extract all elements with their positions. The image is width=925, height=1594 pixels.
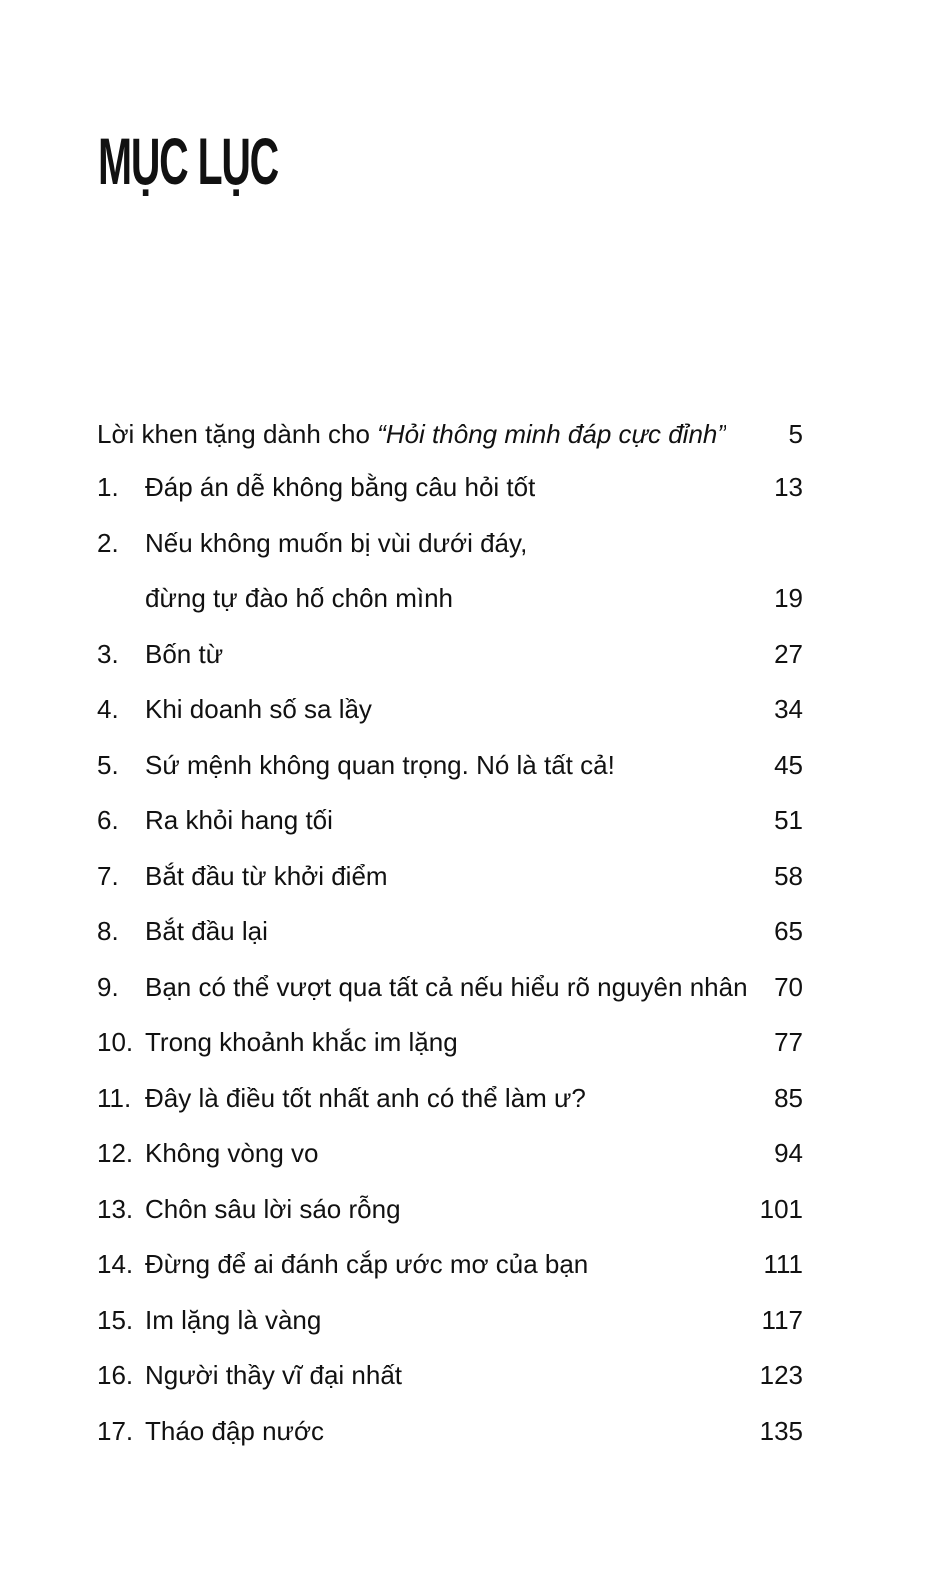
toc-row[interactable] xyxy=(97,1015,803,1071)
table-of-contents xyxy=(97,408,803,1459)
toc-page-number: 65 xyxy=(774,916,803,946)
toc-chapter-number: 6. xyxy=(97,805,119,835)
toc-chapter-title: Nếu không muốn bị vùi dưới đáy, xyxy=(145,527,528,558)
toc-row[interactable] xyxy=(97,1348,803,1404)
toc-chapter-title: Sứ mệnh không quan trọng. Nó là tất cả! xyxy=(145,749,615,780)
toc-chapter-number: 7. xyxy=(97,860,119,891)
toc-row[interactable] xyxy=(97,516,803,572)
toc-page-number: 135 xyxy=(759,1415,803,1446)
toc-chapter-title-continued: đừng tự đào hố chôn mình xyxy=(145,583,454,613)
toc-page-number: 19 xyxy=(774,583,803,613)
toc-row[interactable] xyxy=(97,1126,803,1182)
toc-chapter-title: Người thầy vĩ đại nhất xyxy=(145,1360,403,1390)
toc-page-number: 101 xyxy=(759,1193,803,1224)
toc-page-number: 77 xyxy=(774,1027,803,1057)
toc-intro-quote: “Hỏi thông minh đáp cực đỉnh” xyxy=(377,419,727,449)
toc-chapter-number: 3. xyxy=(97,638,119,669)
toc-row-continuation[interactable] xyxy=(97,571,803,627)
toc-chapter-number: 5. xyxy=(97,749,119,780)
toc-chapter-number: 2. xyxy=(97,527,119,558)
toc-page-number: 51 xyxy=(774,805,803,835)
toc-page-number: 94 xyxy=(774,1138,803,1168)
toc-page-number: 123 xyxy=(759,1360,803,1390)
toc-chapter-number: 11. xyxy=(97,1082,132,1113)
toc-chapter-title: Chôn sâu lời sáo rỗng xyxy=(145,1193,401,1224)
toc-row[interactable] xyxy=(97,738,803,794)
toc-chapter-number: 10. xyxy=(97,1027,134,1057)
toc-chapter-title: Bắt đầu lại xyxy=(145,916,268,946)
toc-page-number: 5 xyxy=(788,419,803,449)
toc-chapter-title: Ra khỏi hang tối xyxy=(145,805,333,835)
toc-page-number: 85 xyxy=(774,1082,803,1113)
toc-chapter-title: Bạn có thể vượt qua tất cả nếu hiểu rõ nguyên nhân xyxy=(145,971,748,1002)
toc-chapter-number: 13. xyxy=(97,1193,134,1224)
toc-page-number: 27 xyxy=(774,638,803,669)
toc-chapter-title: Bốn từ xyxy=(145,638,224,669)
chapter-list xyxy=(97,460,803,1459)
toc-row[interactable] xyxy=(97,1237,803,1293)
toc-page-number: 13 xyxy=(774,472,803,502)
toc-row[interactable] xyxy=(97,849,803,905)
toc-chapter-title: Đây là điều tốt nhất anh có thể làm ư? xyxy=(145,1082,586,1113)
toc-chapter-title: Đừng để ai đánh cắp ước mơ của bạn xyxy=(145,1249,589,1279)
toc-intro-title xyxy=(97,408,726,460)
toc-chapter-number: 14. xyxy=(97,1249,134,1279)
toc-page-number: 34 xyxy=(774,694,803,724)
toc-chapter-number: 16. xyxy=(97,1360,134,1390)
toc-chapter-title: Không vòng vo xyxy=(145,1138,319,1168)
toc-chapter-number: 1. xyxy=(97,472,119,502)
toc-chapter-number: 8. xyxy=(97,916,119,946)
toc-page-number: 117 xyxy=(761,1304,803,1335)
toc-row[interactable] xyxy=(97,1182,803,1238)
toc-intro-prefix: Lời khen tặng dành cho xyxy=(97,419,378,449)
toc-chapter-number: 15. xyxy=(97,1304,134,1335)
toc-intro-row[interactable] xyxy=(97,408,803,460)
toc-chapter-title: Bắt đầu từ khởi điểm xyxy=(145,860,388,891)
toc-chapter-title: Trong khoảnh khắc im lặng xyxy=(145,1027,458,1057)
toc-page-number: 111 xyxy=(763,1249,803,1279)
toc-row[interactable] xyxy=(97,904,803,960)
toc-chapter-title: Đáp án dễ không bằng câu hỏi tốt xyxy=(145,472,536,502)
toc-page-number: 45 xyxy=(774,749,803,780)
toc-row[interactable] xyxy=(97,1293,803,1349)
toc-row[interactable] xyxy=(97,682,803,738)
toc-chapter-title: Khi doanh số sa lầy xyxy=(145,694,372,724)
toc-row[interactable] xyxy=(97,1404,803,1460)
toc-page-number: 58 xyxy=(774,860,803,891)
toc-chapter-title: Im lặng là vàng xyxy=(145,1304,322,1335)
toc-row[interactable] xyxy=(97,960,803,1016)
page-title: MỤC LỤC xyxy=(98,124,278,198)
toc-chapter-number: 4. xyxy=(97,694,119,724)
toc-chapter-number: 17. xyxy=(97,1415,134,1446)
toc-chapter-number: 12. xyxy=(97,1138,134,1168)
toc-row[interactable] xyxy=(97,1071,803,1127)
toc-page-number: 70 xyxy=(774,971,803,1002)
toc-row[interactable] xyxy=(97,793,803,849)
toc-row[interactable] xyxy=(97,460,803,516)
toc-chapter-number: 9. xyxy=(97,971,119,1002)
toc-row[interactable] xyxy=(97,627,803,683)
toc-chapter-title: Tháo đập nước xyxy=(145,1415,325,1446)
